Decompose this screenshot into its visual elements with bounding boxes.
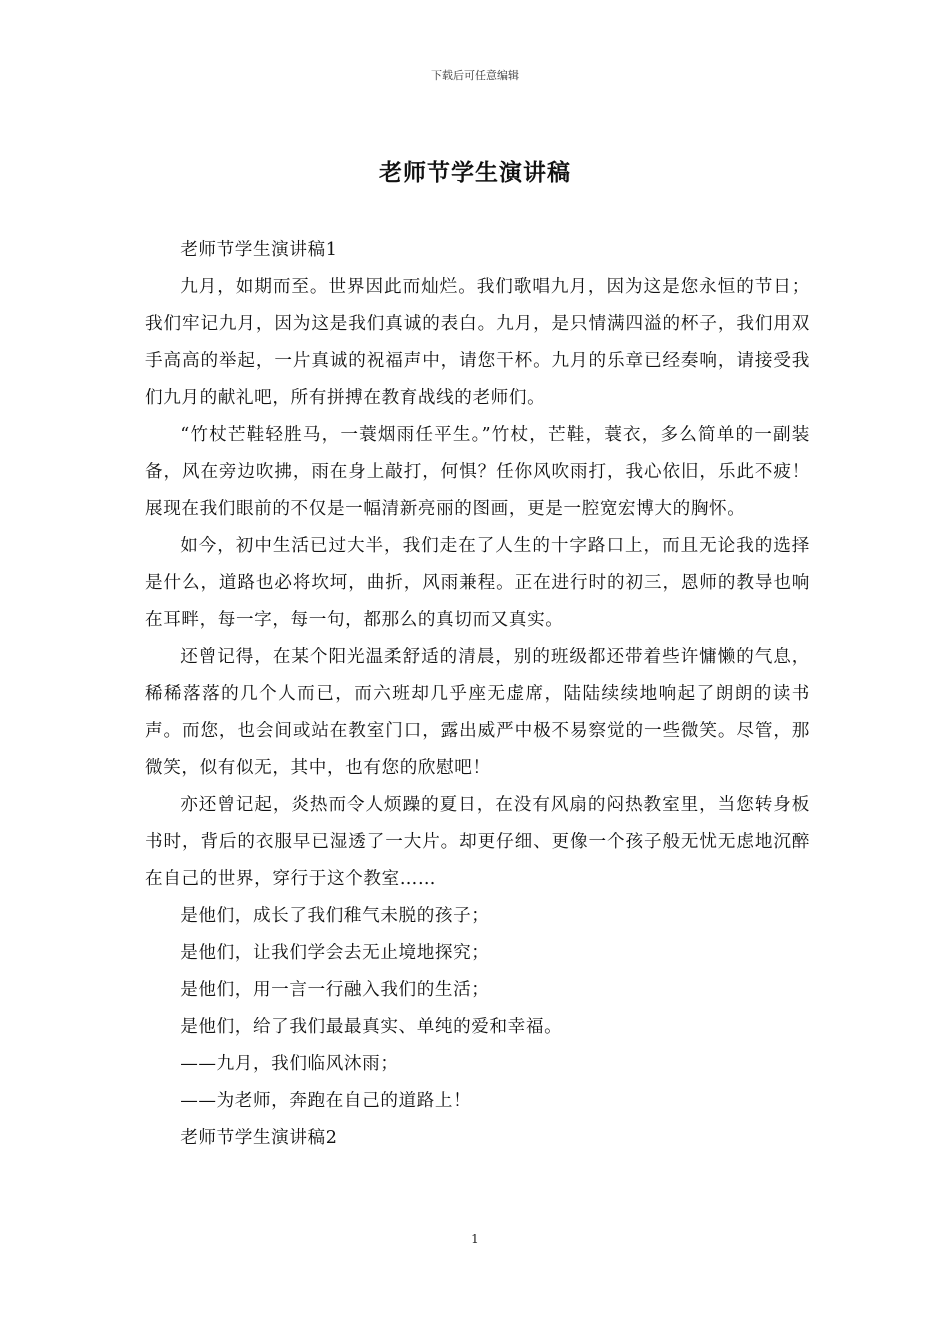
paragraph: 还曾记得，在某个阳光温柔舒适的清晨，别的班级都还带着些许慵懒的气息，稀稀落落的几个人而已，而六班却几乎座无虚席，陆陆续续地响起了朗朗的读书声。而您，也会间或站在教室门口，露出威严中极不易察觉的一些微笑。尽管，那微笑，似有似无，其中，也有您的欣慰吧！ [145, 647, 810, 778]
paragraph: “竹杖芒鞋轻胜马，一蓑烟雨任平生。”竹杖，芒鞋，蓑衣，多么简单的一副装备，风在旁边吹拂，雨在身上敲打，何惧？任你风吹雨打，我心依旧，乐此不疲！展现在我们眼前的不仅是一幅清新亮丽的图画，更是一腔宽宏博大的胸怀。 [145, 425, 810, 519]
section-heading-1: 老师节学生演讲稿1 [180, 240, 338, 260]
paragraph: ——九月，我们临风沐雨； [180, 1054, 399, 1074]
paragraph: 是他们，用一言一行融入我们的生活； [180, 980, 490, 1000]
paragraph: 如今，初中生活已过大半，我们走在了人生的十字路口上，而且无论我的选择是什么，道路也必将坎坷，曲折，风雨兼程。正在进行时的初三，恩师的教导也响在耳畔，每一字，每一句，都那么的真切而又真实。 [145, 536, 810, 630]
paragraph: 亦还曾记起，炎热而令人烦躁的夏日，在没有风扇的闷热教室里，当您转身板书时，背后的衣服早已湿透了一大片。却更仔细、更像一个孩子般无忧无虑地沉醉在自己的世界，穿行于这个教室…… [145, 795, 810, 889]
paragraph: 是他们，成长了我们稚气未脱的孩子； [180, 906, 490, 926]
paragraph: ——为老师，奔跑在自己的道路上！ [180, 1091, 472, 1111]
page-title: 老师节学生演讲稿 [379, 159, 571, 186]
document-body [145, 232, 810, 1157]
paragraph: 是他们，让我们学会去无止境地探究； [180, 943, 490, 963]
header-note: 下载后可任意编辑 [431, 69, 519, 82]
paragraph: 九月，如期而至。世界因此而灿烂。我们歌唱九月，因为这是您永恒的节日；我们牢记九月，因为这是我们真诚的表白。九月，是只情满四溢的杯子，我们用双手高高的举起，一片真诚的祝福声中，请您干杯。九月的乐章已经奏响，请接受我们九月的献礼吧，所有拼搏在教育战线的老师们。 [145, 277, 810, 408]
section-heading-2: 老师节学生演讲稿2 [180, 1128, 338, 1148]
paragraph: 是他们，给了我们最最真实、单纯的爱和幸福。 [180, 1017, 563, 1037]
page-number: 1 [471, 1232, 479, 1246]
